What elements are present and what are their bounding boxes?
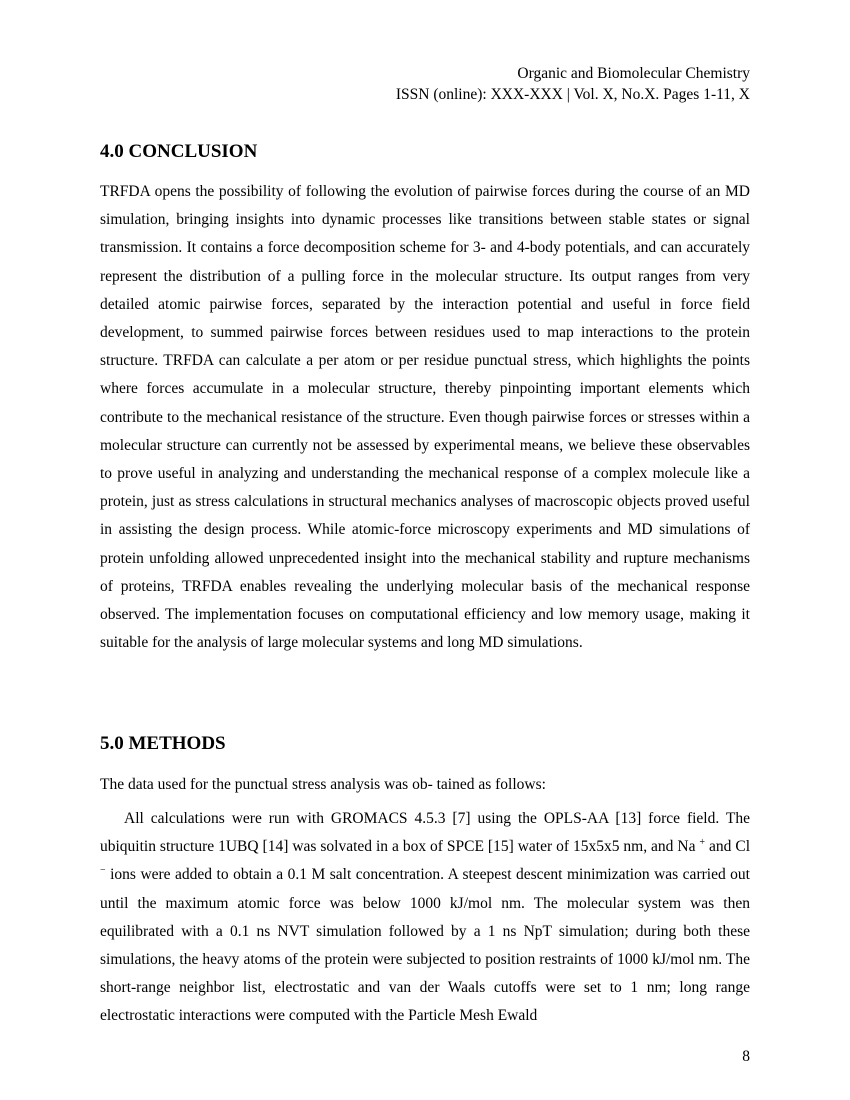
sodium-charge-sup: + — [699, 837, 706, 849]
running-header — [396, 63, 750, 105]
methods-intro: The data used for the punctual stress analysis was ob- tained as follows: — [100, 776, 546, 793]
methods-text-part-2: and Cl — [705, 838, 750, 856]
conclusion-paragraph: TRFDA opens the possibility of following the evolution of pairwise forces during the course of an MD simulation, bringing insights into dynamic processes like transitions between stable states or signal transmission. It contains a force decomposition scheme for 3- and 4-body potentials, and can accurately represent the distribution of a pulling force in the molecular structure. Its output ranges from very detailed atomic pairwise forces, separated by the interaction potential and useful in force field development, to summed pairwise forces between residues used to map interactions to the protein structure. TRFDA can calculate a per atom or per residue punctual stress, which highlights the points where forces accumulate in a molecular structure, thereby pinpointing important elements which contribute to the mechanical resistance of the structure. Even though pairwise forces or stresses within a molecular structure can currently not be assessed by experimental means, we believe these observables to prove useful in analyzing and understanding the mechanical response of a complex molecule like a protein, just as stress calculations in structural mechanics analyses of macroscopic objects proved useful in assisting the design process. While atomic-force microscopy experiments and MD simulations of protein unfolding allowed unprecedented insight into the mechanical stability and rupture mechanisms of proteins, TRFDA enables revealing the underlying molecular basis of the mechanical response observed. The implementation focuses on computational efficiency and low memory usage, making it suitable for the analysis of large molecular systems and long MD simulations. — [100, 183, 750, 652]
methods-text-part-1: All calculations were run with GROMACS 4.5.3 [7] using the OPLS-AA [13] force field. The ubiquitin structure 1UBQ [14] was solvated in a box of SPCE [15] water of 15x5x5 nm, and Na — [100, 810, 750, 856]
conclusion-heading: 4.0 CONCLUSION — [100, 141, 258, 162]
issn-line: ISSN (online): XXX-XXX | Vol. X, No.X. Pages 1-11, X — [395, 86, 750, 103]
methods-paragraph — [100, 805, 750, 1031]
methods-heading: 5.0 METHODS — [100, 733, 226, 754]
journal-title: Organic and Biomolecular Chemistry — [517, 65, 750, 82]
chloride-charge-sup: − — [100, 865, 106, 877]
methods-text-part-3: ions were added to obtain a 0.1 M salt concentration. A steepest descent minimization was carried out until the maximum atomic force was below 1000 kJ/mol nm. The molecular system was then equilibrated with a 0.1 ns NVT simulation followed by a 1 ns NpT simulation; during both these simulations, the heavy atoms of the protein were subjected to position restraints of 1000 kJ/mol nm. The short-range neighbor list, electrostatic and van der Waals cutoffs were set to 1 nm; long range electrostatic interactions were computed with the Particle Mesh Ewald — [100, 866, 750, 1025]
page-number: 8 — [742, 1048, 750, 1065]
